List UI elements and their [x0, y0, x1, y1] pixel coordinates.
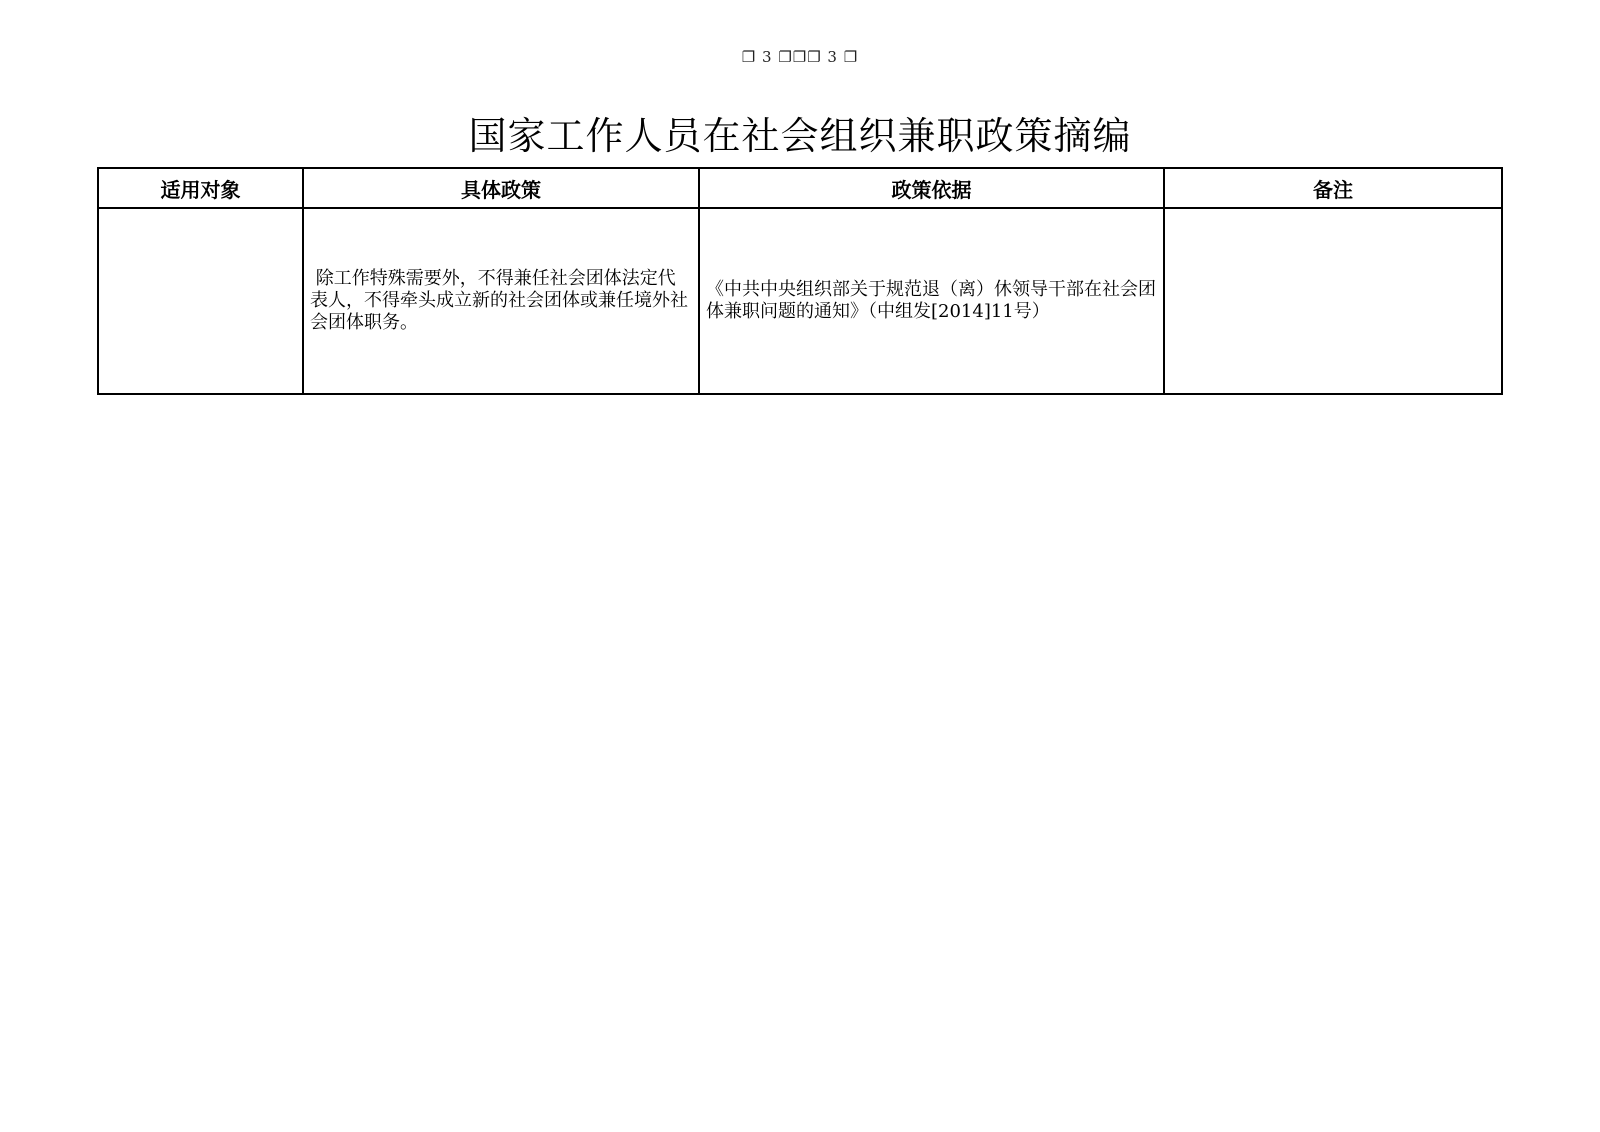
- cell-target: [98, 208, 303, 394]
- policy-table: [97, 167, 1503, 395]
- cell-basis-text: 《中共中央组织部关于规范退（离）休领导干部在社会团体兼职问题的通知》（中组发[2014]11号）: [706, 279, 1156, 322]
- cell-basis: [699, 208, 1164, 394]
- cell-policy-text: 除工作特殊需要外，不得兼任社会团体法定代表人，不得牵头成立新的社会团体或兼任境外社会团体职务。: [310, 268, 688, 333]
- column-header-basis: 政策依据: [699, 168, 1164, 208]
- document-title: 国家工作人员在社会组织兼职政策摘编: [468, 114, 1132, 158]
- column-header-policy: 具体政策: [303, 168, 699, 208]
- page-header: ❐ 3 ❐❐❐ 3 ❐: [741, 48, 859, 66]
- table-row: [98, 208, 1502, 394]
- cell-remarks: [1164, 208, 1502, 394]
- column-header-target: 适用对象: [98, 168, 303, 208]
- column-header-remarks: 备注: [1164, 168, 1502, 208]
- table-header-row: [98, 168, 1502, 208]
- cell-policy: [303, 208, 699, 394]
